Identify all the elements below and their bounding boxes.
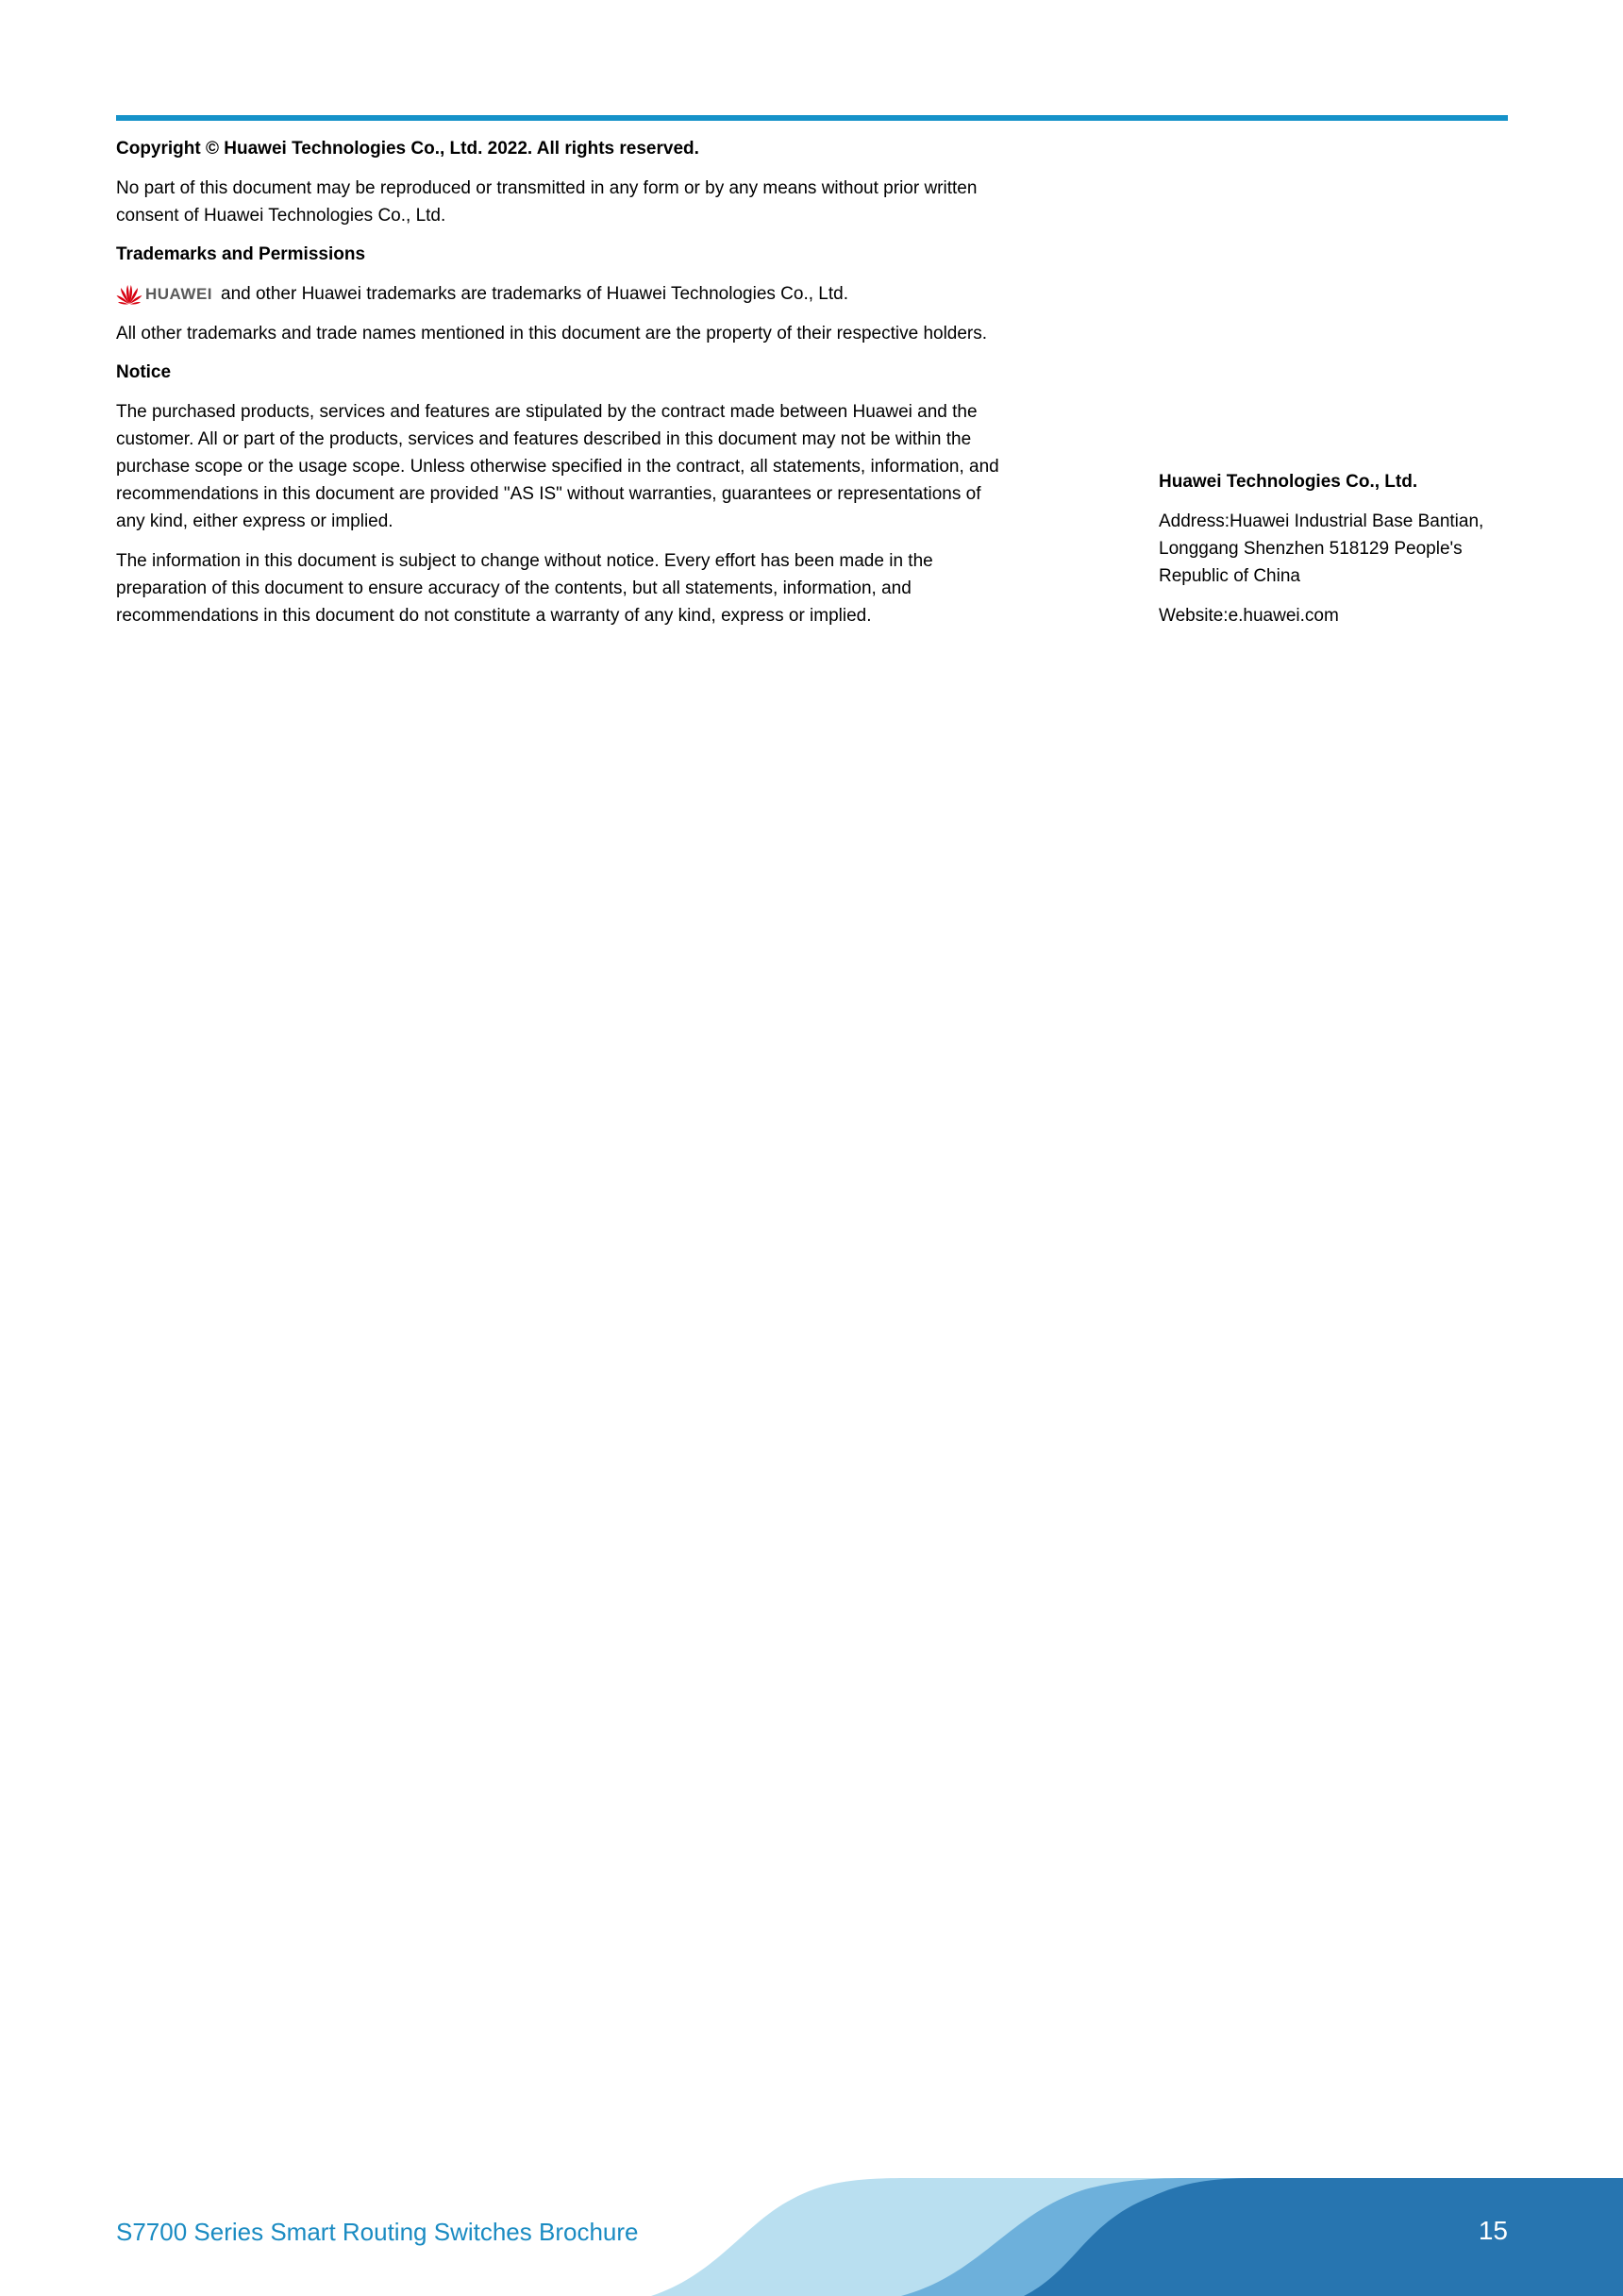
company-address [1159,508,1517,590]
page-number: 15 [1478,2216,1508,2245]
address-line: Republic of China [1159,566,1300,586]
notice-line: recommendations in this document do not constitute a warranty of any kind, express or implied. [116,606,872,626]
notice-paragraph-2 [116,547,1060,629]
address-line: Address:Huawei Industrial Base Bantian, [1159,511,1484,531]
copyright-text-line: No part of this document may be reproduced or transmitted in any form or by any means without prior written [116,178,978,198]
notice-line: recommendations in this document are provided "AS IS" without warranties, guarantees or representations of [116,484,981,504]
trademarks-heading: Trademarks and Permissions [116,244,366,264]
huawei-flower-logo-icon [116,284,142,305]
footer-document-title: S7700 Series Smart Routing Switches Brochure [116,2218,639,2246]
copyright-text-line: consent of Huawei Technologies Co., Ltd. [116,206,446,226]
company-info-column [1159,469,1517,629]
trademark-holders-text: All other trademarks and trade names mentioned in this document are the property of their respective holders. [116,324,988,344]
copyright-heading: Copyright © Huawei Technologies Co., Ltd. 2022. All rights reserved. [116,139,699,159]
notice-line: The information in this document is subject to change without notice. Every effort has been made in the [116,551,933,571]
company-name: Huawei Technologies Co., Ltd. [1159,472,1418,492]
notice-heading: Notice [116,362,172,382]
notice-line: any kind, either express or implied. [116,511,393,531]
notice-line: customer. All or part of the products, services and features described in this document may not be within the [116,429,972,449]
address-line: Longgang Shenzhen 518129 People's [1159,539,1463,559]
huawei-logo-wordmark: HUAWEI [145,285,212,303]
notice-line: The purchased products, services and features are stipulated by the contract made between Huawei and the [116,402,978,422]
notice-paragraph-1 [116,398,1060,535]
company-website: Website:e.huawei.com [1159,606,1339,626]
notice-line: purchase scope or the usage scope. Unless otherwise specified in the contract, all statements, information, and [116,457,999,477]
notice-line: preparation of this document to ensure accuracy of the contents, but all statements, information, and [116,578,912,598]
trademark-statement [116,280,1060,308]
legal-notice-column [116,136,1060,629]
trademark-text: and other Huawei trademarks are trademarks of Huawei Technologies Co., Ltd. [221,284,848,304]
huawei-logo [116,284,212,305]
top-accent-rule [116,115,1508,121]
